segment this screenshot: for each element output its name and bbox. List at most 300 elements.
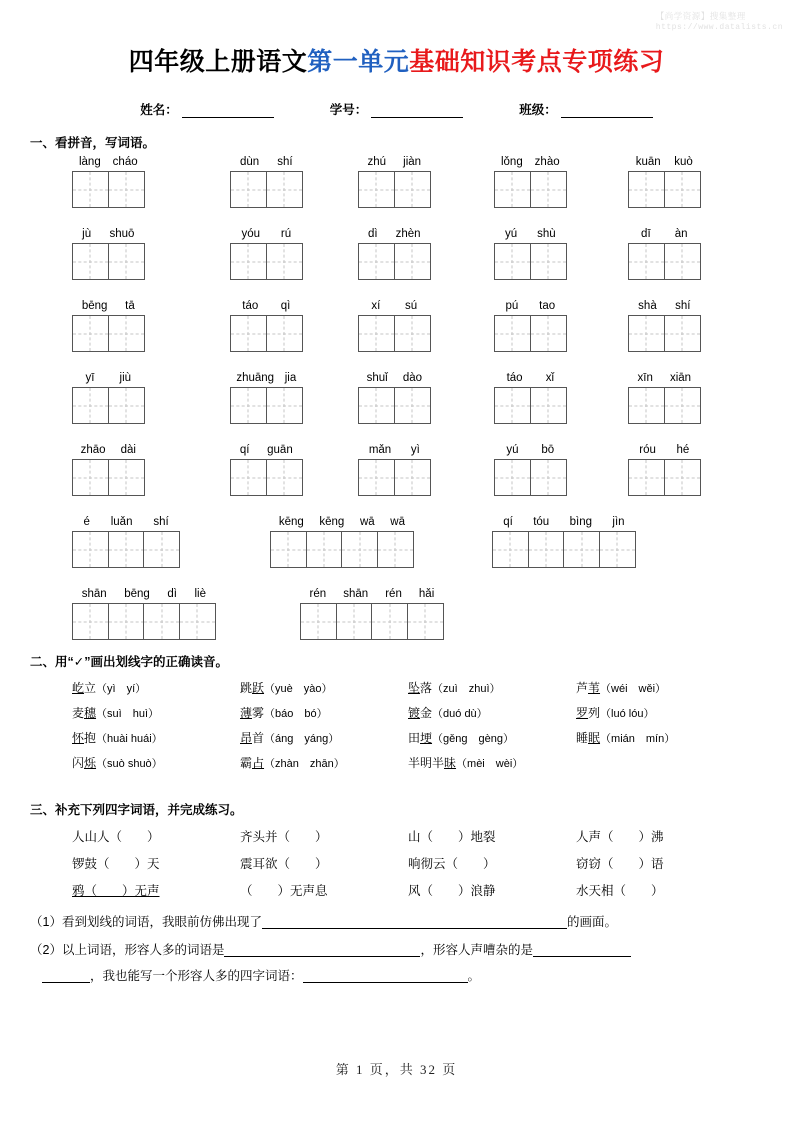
section-2-heading: 二、用“✓”画出划线字的正确读音。 bbox=[30, 655, 228, 669]
class-label: 班级： bbox=[519, 103, 557, 117]
pronunciation-word: 罗列 bbox=[576, 706, 601, 720]
pinyin-syllable: yóu bbox=[241, 228, 260, 240]
pinyin-syllable: bēng bbox=[81, 300, 108, 312]
pronunciation-word: 闪烁 bbox=[72, 756, 97, 770]
pronunciation-options[interactable]: （áng yáng） bbox=[264, 733, 340, 745]
section-3 bbox=[0, 800, 793, 989]
pinyin-syllable: rú bbox=[280, 228, 292, 240]
pinyin-label bbox=[72, 515, 180, 530]
underlined-character: 坠 bbox=[408, 681, 421, 695]
pronunciation-word: 镀金 bbox=[408, 706, 433, 720]
underlined-character: 昂 bbox=[240, 731, 253, 745]
pinyin-row bbox=[0, 515, 793, 587]
pinyin-syllable: kēng bbox=[319, 516, 345, 528]
q2-blank-3[interactable] bbox=[303, 968, 468, 983]
tianzige-cell[interactable] bbox=[394, 459, 431, 496]
pinyin-label bbox=[358, 371, 431, 386]
idiom-item[interactable] bbox=[72, 854, 240, 872]
underlined-character: 镀 bbox=[408, 706, 421, 720]
pronunciation-word: 跳跃 bbox=[240, 681, 265, 695]
tianzige-box-group bbox=[358, 387, 431, 424]
tianzige-box-group bbox=[72, 459, 145, 496]
tianzige-cell[interactable] bbox=[266, 387, 303, 424]
pronunciation-item[interactable] bbox=[576, 729, 744, 746]
underlined-character: 眠 bbox=[588, 731, 601, 745]
pinyin-syllable: hǎi bbox=[418, 588, 435, 600]
idiom-item[interactable] bbox=[72, 827, 240, 845]
title-part-grade: 四年级上册语文 bbox=[128, 48, 308, 76]
idiom-item[interactable] bbox=[576, 881, 744, 899]
id-field-group bbox=[330, 100, 464, 118]
pinyin-syllable: pú bbox=[505, 300, 519, 312]
tianzige-box-group bbox=[494, 243, 567, 280]
tianzige-cell[interactable] bbox=[530, 459, 567, 496]
pinyin-syllable: jù bbox=[82, 228, 92, 240]
underlined-character: 昧 bbox=[444, 756, 457, 770]
tianzige-box-group bbox=[72, 171, 145, 208]
pinyin-label bbox=[72, 443, 145, 458]
tianzige-cell[interactable] bbox=[72, 603, 109, 640]
pronunciation-options[interactable]: （wéi wěi） bbox=[600, 683, 667, 695]
tianzige-cell[interactable] bbox=[108, 387, 145, 424]
pinyin-label bbox=[230, 299, 303, 314]
section-3-question-1 bbox=[30, 909, 793, 935]
tianzige-cell[interactable] bbox=[628, 387, 665, 424]
q2-text-d: 。 bbox=[467, 969, 481, 983]
tianzige-cell[interactable] bbox=[530, 315, 567, 352]
id-input-line[interactable] bbox=[371, 105, 463, 118]
pinyin-syllable: wā bbox=[359, 516, 375, 528]
tianzige-box-group bbox=[358, 243, 431, 280]
tianzige-cell[interactable] bbox=[108, 315, 145, 352]
pinyin-syllable: shí bbox=[675, 300, 691, 312]
pinyin-syllable: xīn bbox=[637, 372, 653, 384]
pinyin-syllable: hé bbox=[676, 444, 690, 456]
pronunciation-options[interactable]: （suì huì） bbox=[96, 708, 159, 720]
pronunciation-options[interactable]: （huài huái） bbox=[96, 733, 163, 745]
tianzige-box-group bbox=[230, 387, 303, 424]
pinyin-row bbox=[0, 371, 793, 443]
pinyin-syllable: yú bbox=[506, 444, 519, 456]
pinyin-syllable: tā bbox=[125, 300, 135, 312]
tianzige-cell[interactable] bbox=[72, 243, 109, 280]
pinyin-word-group bbox=[628, 443, 701, 496]
tianzige-cell[interactable] bbox=[494, 387, 531, 424]
pronunciation-options[interactable]: （luó lóu） bbox=[600, 708, 655, 720]
tianzige-cell[interactable] bbox=[530, 387, 567, 424]
tianzige-box-group bbox=[300, 603, 444, 640]
tianzige-cell[interactable] bbox=[494, 315, 531, 352]
pronunciation-item[interactable] bbox=[408, 704, 576, 721]
pinyin-row bbox=[0, 227, 793, 299]
pinyin-syllable: dào bbox=[402, 372, 422, 384]
tianzige-box-group bbox=[230, 315, 303, 352]
pronunciation-item[interactable] bbox=[240, 754, 408, 771]
name-input-line[interactable] bbox=[182, 105, 274, 118]
tianzige-box-group bbox=[72, 531, 180, 568]
tianzige-cell[interactable] bbox=[108, 243, 145, 280]
tianzige-box-group bbox=[628, 459, 701, 496]
pinyin-word-group bbox=[230, 443, 303, 496]
title-part-unit: 第一单元 bbox=[307, 48, 410, 76]
pinyin-label bbox=[494, 443, 567, 458]
pronunciation-item[interactable] bbox=[72, 704, 240, 721]
pronunciation-options[interactable]: （zhàn zhān） bbox=[264, 758, 345, 770]
id-label: 学号： bbox=[329, 103, 368, 117]
pinyin-syllable: zhuāng bbox=[236, 372, 275, 384]
tianzige-cell[interactable] bbox=[394, 387, 431, 424]
pronunciation-item[interactable] bbox=[240, 704, 408, 721]
pinyin-label bbox=[72, 299, 145, 314]
tianzige-cell[interactable] bbox=[179, 603, 216, 640]
underlined-character: 怀 bbox=[72, 731, 85, 745]
q2-blank-1[interactable] bbox=[224, 942, 420, 957]
name-field-group bbox=[140, 100, 274, 118]
pinyin-word-group bbox=[358, 371, 431, 424]
tianzige-box-group bbox=[494, 171, 567, 208]
pinyin-syllable: dài bbox=[120, 444, 136, 456]
tianzige-cell[interactable] bbox=[143, 603, 180, 640]
pinyin-row bbox=[0, 155, 793, 227]
pinyin-word-group bbox=[72, 443, 145, 496]
tianzige-cell[interactable] bbox=[266, 171, 303, 208]
pronunciation-word: 芦苇 bbox=[576, 681, 601, 695]
tianzige-cell[interactable] bbox=[407, 603, 444, 640]
pinyin-syllable: shuō bbox=[109, 228, 135, 240]
pinyin-syllable: làng bbox=[78, 156, 101, 168]
pinyin-label bbox=[72, 587, 216, 602]
underlined-character: 占 bbox=[252, 756, 265, 770]
tianzige-box-group bbox=[494, 459, 567, 496]
tianzige-box-group bbox=[358, 459, 431, 496]
tianzige-cell[interactable] bbox=[494, 243, 531, 280]
pinyin-label bbox=[628, 371, 701, 386]
student-info-row bbox=[0, 100, 793, 118]
pinyin-label bbox=[230, 227, 303, 242]
underlined-character: 埂 bbox=[420, 731, 433, 745]
tianzige-cell[interactable] bbox=[492, 531, 529, 568]
pinyin-label bbox=[230, 155, 303, 170]
pronunciation-word: 睡眠 bbox=[576, 731, 601, 745]
tianzige-cell[interactable] bbox=[230, 459, 267, 496]
pinyin-syllable: jiù bbox=[119, 372, 132, 384]
pronunciation-item[interactable] bbox=[240, 679, 408, 696]
pronunciation-options[interactable]: （duó dù） bbox=[432, 708, 488, 720]
underlined-character: 烁 bbox=[84, 756, 97, 770]
pinyin-syllable: dì bbox=[167, 588, 177, 600]
pinyin-syllable: cháo bbox=[112, 156, 138, 168]
tianzige-cell[interactable] bbox=[494, 171, 531, 208]
idiom-text: 山（ ）地裂 bbox=[408, 830, 496, 844]
pinyin-label bbox=[358, 155, 431, 170]
tianzige-cell[interactable] bbox=[530, 243, 567, 280]
pinyin-syllable: wā bbox=[390, 516, 405, 528]
section-3-idiom-rows bbox=[0, 827, 793, 899]
tianzige-cell[interactable] bbox=[108, 171, 145, 208]
idiom-item[interactable] bbox=[240, 881, 408, 899]
pinyin-syllable: qí bbox=[239, 444, 250, 456]
pronunciation-word: 薄雾 bbox=[240, 706, 265, 720]
tianzige-cell[interactable] bbox=[341, 531, 378, 568]
pinyin-word-group bbox=[494, 299, 567, 352]
pronunciation-options[interactable]: （suò shuò） bbox=[96, 758, 163, 770]
tianzige-cell[interactable] bbox=[394, 243, 431, 280]
pronunciation-row bbox=[72, 754, 793, 771]
pinyin-syllable: táo bbox=[242, 300, 259, 312]
tianzige-box-group bbox=[628, 387, 701, 424]
pronunciation-word: 怀抱 bbox=[72, 731, 97, 745]
pinyin-label bbox=[358, 443, 431, 458]
tianzige-cell[interactable] bbox=[628, 171, 665, 208]
pinyin-word-group bbox=[358, 155, 431, 208]
idiom-item[interactable] bbox=[240, 854, 408, 872]
section-2-rows bbox=[0, 679, 793, 771]
pinyin-syllable: shà bbox=[638, 300, 657, 312]
title-part-topic: 基础知识考点专项练习 bbox=[409, 48, 665, 76]
pinyin-word-group bbox=[230, 299, 303, 352]
pinyin-syllable: jia bbox=[284, 372, 297, 384]
name-label: 姓名： bbox=[140, 103, 178, 117]
pinyin-syllable: jìn bbox=[612, 516, 625, 528]
underlined-character: 薄 bbox=[240, 706, 253, 720]
tianzige-cell[interactable] bbox=[358, 459, 395, 496]
pinyin-syllable: xí bbox=[371, 300, 381, 312]
pinyin-word-group bbox=[270, 515, 414, 568]
pinyin-syllable: àn bbox=[674, 228, 688, 240]
pinyin-syllable: é bbox=[83, 516, 90, 528]
pinyin-label bbox=[358, 299, 431, 314]
pinyin-syllable: sú bbox=[405, 300, 418, 312]
tianzige-cell[interactable] bbox=[358, 387, 395, 424]
idiom-row bbox=[72, 854, 793, 872]
pinyin-word-group bbox=[72, 587, 216, 640]
tianzige-cell[interactable] bbox=[628, 243, 665, 280]
tianzige-cell[interactable] bbox=[664, 459, 701, 496]
pronunciation-options[interactable]: （gěng gèng） bbox=[432, 733, 514, 745]
pinyin-word-group bbox=[494, 227, 567, 280]
pinyin-label bbox=[628, 227, 701, 242]
pinyin-syllable: shí bbox=[153, 516, 169, 528]
section-3-question-2 bbox=[30, 937, 793, 989]
pronunciation-word: 田埂 bbox=[408, 731, 433, 745]
idiom-item[interactable] bbox=[408, 827, 576, 845]
q1-text-a: （1）看到划线的词语，我眼前仿佛出现了 bbox=[30, 915, 262, 929]
watermark bbox=[656, 10, 783, 34]
tianzige-cell[interactable] bbox=[108, 459, 145, 496]
tianzige-cell[interactable] bbox=[336, 603, 373, 640]
tianzige-box-group bbox=[72, 315, 145, 352]
pinyin-label bbox=[494, 299, 567, 314]
tianzige-cell[interactable] bbox=[266, 243, 303, 280]
tianzige-cell[interactable] bbox=[72, 531, 109, 568]
pinyin-syllable: táo bbox=[506, 372, 523, 384]
tianzige-cell[interactable] bbox=[300, 603, 337, 640]
page-title bbox=[0, 42, 793, 78]
pinyin-syllable: zhào bbox=[534, 156, 560, 168]
tianzige-cell[interactable] bbox=[528, 531, 565, 568]
pinyin-syllable: dì bbox=[368, 228, 378, 240]
pinyin-label bbox=[628, 155, 701, 170]
watermark-url-line: https://www.datalists.cn bbox=[655, 23, 783, 32]
idiom-item[interactable] bbox=[576, 854, 744, 872]
tianzige-cell[interactable] bbox=[599, 531, 636, 568]
pronunciation-options[interactable]: （báo bó） bbox=[264, 708, 328, 720]
pinyin-word-group bbox=[358, 443, 431, 496]
pinyin-label bbox=[492, 515, 636, 530]
tianzige-cell[interactable] bbox=[530, 171, 567, 208]
tianzige-cell[interactable] bbox=[664, 243, 701, 280]
q2-text-b: ，形容人声嘈杂的是 bbox=[420, 943, 533, 957]
pronunciation-item[interactable] bbox=[72, 729, 240, 746]
pinyin-syllable: zhāo bbox=[80, 444, 106, 456]
pronunciation-word: 昂首 bbox=[240, 731, 265, 745]
underlined-character: 跃 bbox=[252, 681, 265, 695]
tianzige-cell[interactable] bbox=[108, 531, 145, 568]
pinyin-label bbox=[270, 515, 414, 530]
pronunciation-word: 霸占 bbox=[240, 756, 265, 770]
pronunciation-item[interactable] bbox=[408, 754, 576, 771]
tianzige-cell[interactable] bbox=[394, 171, 431, 208]
tianzige-cell[interactable] bbox=[72, 171, 109, 208]
tianzige-cell[interactable] bbox=[628, 315, 665, 352]
pinyin-syllable: rén bbox=[385, 588, 402, 600]
tianzige-cell[interactable] bbox=[664, 171, 701, 208]
tianzige-cell[interactable] bbox=[108, 603, 145, 640]
pinyin-word-group bbox=[492, 515, 636, 568]
pinyin-label bbox=[628, 299, 701, 314]
pronunciation-item[interactable] bbox=[576, 679, 744, 696]
pinyin-word-group bbox=[494, 155, 567, 208]
tianzige-box-group bbox=[230, 459, 303, 496]
pronunciation-item[interactable] bbox=[72, 754, 240, 771]
tianzige-cell[interactable] bbox=[563, 531, 600, 568]
pronunciation-row bbox=[72, 729, 793, 746]
tianzige-cell[interactable] bbox=[494, 459, 531, 496]
q2-blank-2[interactable] bbox=[533, 942, 631, 957]
pinyin-word-group bbox=[628, 371, 701, 424]
pinyin-syllable: yì bbox=[410, 444, 420, 456]
page-footer: 第 1 页，共 32 页 bbox=[335, 1062, 458, 1077]
tianzige-cell[interactable] bbox=[306, 531, 343, 568]
tianzige-cell[interactable] bbox=[143, 531, 180, 568]
q2-text-a: （2）以上词语，形容人多的词语是 bbox=[30, 943, 225, 957]
tianzige-cell[interactable] bbox=[72, 315, 109, 352]
tianzige-box-group bbox=[270, 531, 414, 568]
class-input-line[interactable] bbox=[561, 105, 653, 118]
q1-text-b: 的画面。 bbox=[566, 915, 617, 929]
tianzige-cell[interactable] bbox=[230, 315, 267, 352]
q2-blank-2-cont[interactable] bbox=[42, 968, 90, 983]
pinyin-syllable: dī bbox=[641, 228, 651, 240]
tianzige-box-group bbox=[628, 315, 701, 352]
idiom-text: 响彻云（ ） bbox=[408, 857, 496, 871]
idiom-text: 齐头并（ ） bbox=[240, 830, 328, 844]
tianzige-cell[interactable] bbox=[358, 315, 395, 352]
pronunciation-options[interactable]: （yuè yào） bbox=[264, 683, 333, 695]
tianzige-cell[interactable] bbox=[266, 315, 303, 352]
tianzige-cell[interactable] bbox=[394, 315, 431, 352]
pinyin-syllable: rén bbox=[309, 588, 327, 600]
tianzige-box-group bbox=[628, 171, 701, 208]
tianzige-cell[interactable] bbox=[628, 459, 665, 496]
pinyin-label bbox=[494, 155, 567, 170]
pinyin-word-group bbox=[72, 155, 145, 208]
idiom-text: （ ）无声息 bbox=[240, 884, 328, 898]
pinyin-word-group bbox=[494, 371, 567, 424]
pronunciation-options[interactable]: （yì yí） bbox=[96, 683, 147, 695]
q1-blank[interactable] bbox=[262, 914, 567, 929]
watermark-source-line: 【尚学资源】搜集整理 bbox=[655, 11, 746, 21]
pronunciation-word: 屹立 bbox=[72, 681, 97, 695]
pronunciation-item[interactable] bbox=[576, 704, 744, 721]
pronunciation-options[interactable]: （zuì zhuì） bbox=[432, 683, 501, 695]
tianzige-cell[interactable] bbox=[664, 387, 701, 424]
pinyin-word-group bbox=[230, 227, 303, 280]
underlined-character: 苇 bbox=[588, 681, 601, 695]
tianzige-cell[interactable] bbox=[72, 459, 109, 496]
idiom-item[interactable] bbox=[408, 854, 576, 872]
tianzige-cell[interactable] bbox=[72, 387, 109, 424]
pinyin-writing-exercise bbox=[0, 155, 793, 659]
tianzige-cell[interactable] bbox=[358, 171, 395, 208]
idiom-text: 风（ ）浪静 bbox=[408, 884, 496, 898]
pronunciation-item[interactable] bbox=[240, 729, 408, 746]
pinyin-syllable: bēng bbox=[124, 588, 150, 600]
pinyin-syllable: lǒng bbox=[500, 156, 523, 168]
class-field-group bbox=[519, 100, 653, 118]
tianzige-cell[interactable] bbox=[371, 603, 408, 640]
section-2 bbox=[0, 652, 793, 779]
pinyin-word-group bbox=[494, 443, 567, 496]
pronunciation-word: 坠落 bbox=[408, 681, 433, 695]
pinyin-label bbox=[628, 443, 701, 458]
pinyin-syllable: guān bbox=[267, 444, 293, 456]
idiom-text: 人声（ ）沸 bbox=[576, 830, 664, 844]
idiom-item[interactable] bbox=[576, 827, 744, 845]
pinyin-label bbox=[300, 587, 444, 602]
tianzige-cell[interactable] bbox=[230, 243, 267, 280]
pinyin-syllable: qì bbox=[280, 300, 291, 312]
tianzige-cell[interactable] bbox=[664, 315, 701, 352]
pronunciation-options[interactable]: （mèi wèi） bbox=[456, 758, 524, 770]
tianzige-box-group bbox=[358, 171, 431, 208]
idiom-item[interactable] bbox=[72, 881, 240, 899]
pinyin-word-group bbox=[230, 155, 303, 208]
pronunciation-item[interactable] bbox=[72, 679, 240, 696]
pronunciation-options[interactable]: （mián mín） bbox=[600, 733, 676, 745]
tianzige-box-group bbox=[72, 603, 216, 640]
idiom-item[interactable] bbox=[240, 827, 408, 845]
tianzige-cell[interactable] bbox=[266, 459, 303, 496]
idiom-item[interactable] bbox=[408, 881, 576, 899]
pronunciation-item[interactable] bbox=[408, 679, 576, 696]
tianzige-cell[interactable] bbox=[230, 387, 267, 424]
pinyin-syllable: kuān bbox=[635, 156, 661, 168]
pinyin-syllable: liè bbox=[194, 588, 206, 600]
tianzige-box-group bbox=[358, 315, 431, 352]
pinyin-label bbox=[72, 155, 145, 170]
pinyin-label bbox=[72, 371, 145, 386]
tianzige-cell[interactable] bbox=[230, 171, 267, 208]
pinyin-syllable: dùn bbox=[240, 156, 260, 168]
pronunciation-item[interactable] bbox=[408, 729, 576, 746]
tianzige-cell[interactable] bbox=[377, 531, 414, 568]
pinyin-syllable: zhú bbox=[367, 156, 387, 168]
tianzige-cell[interactable] bbox=[358, 243, 395, 280]
pinyin-word-group bbox=[230, 371, 303, 424]
tianzige-cell[interactable] bbox=[270, 531, 307, 568]
pinyin-word-group bbox=[72, 299, 145, 352]
